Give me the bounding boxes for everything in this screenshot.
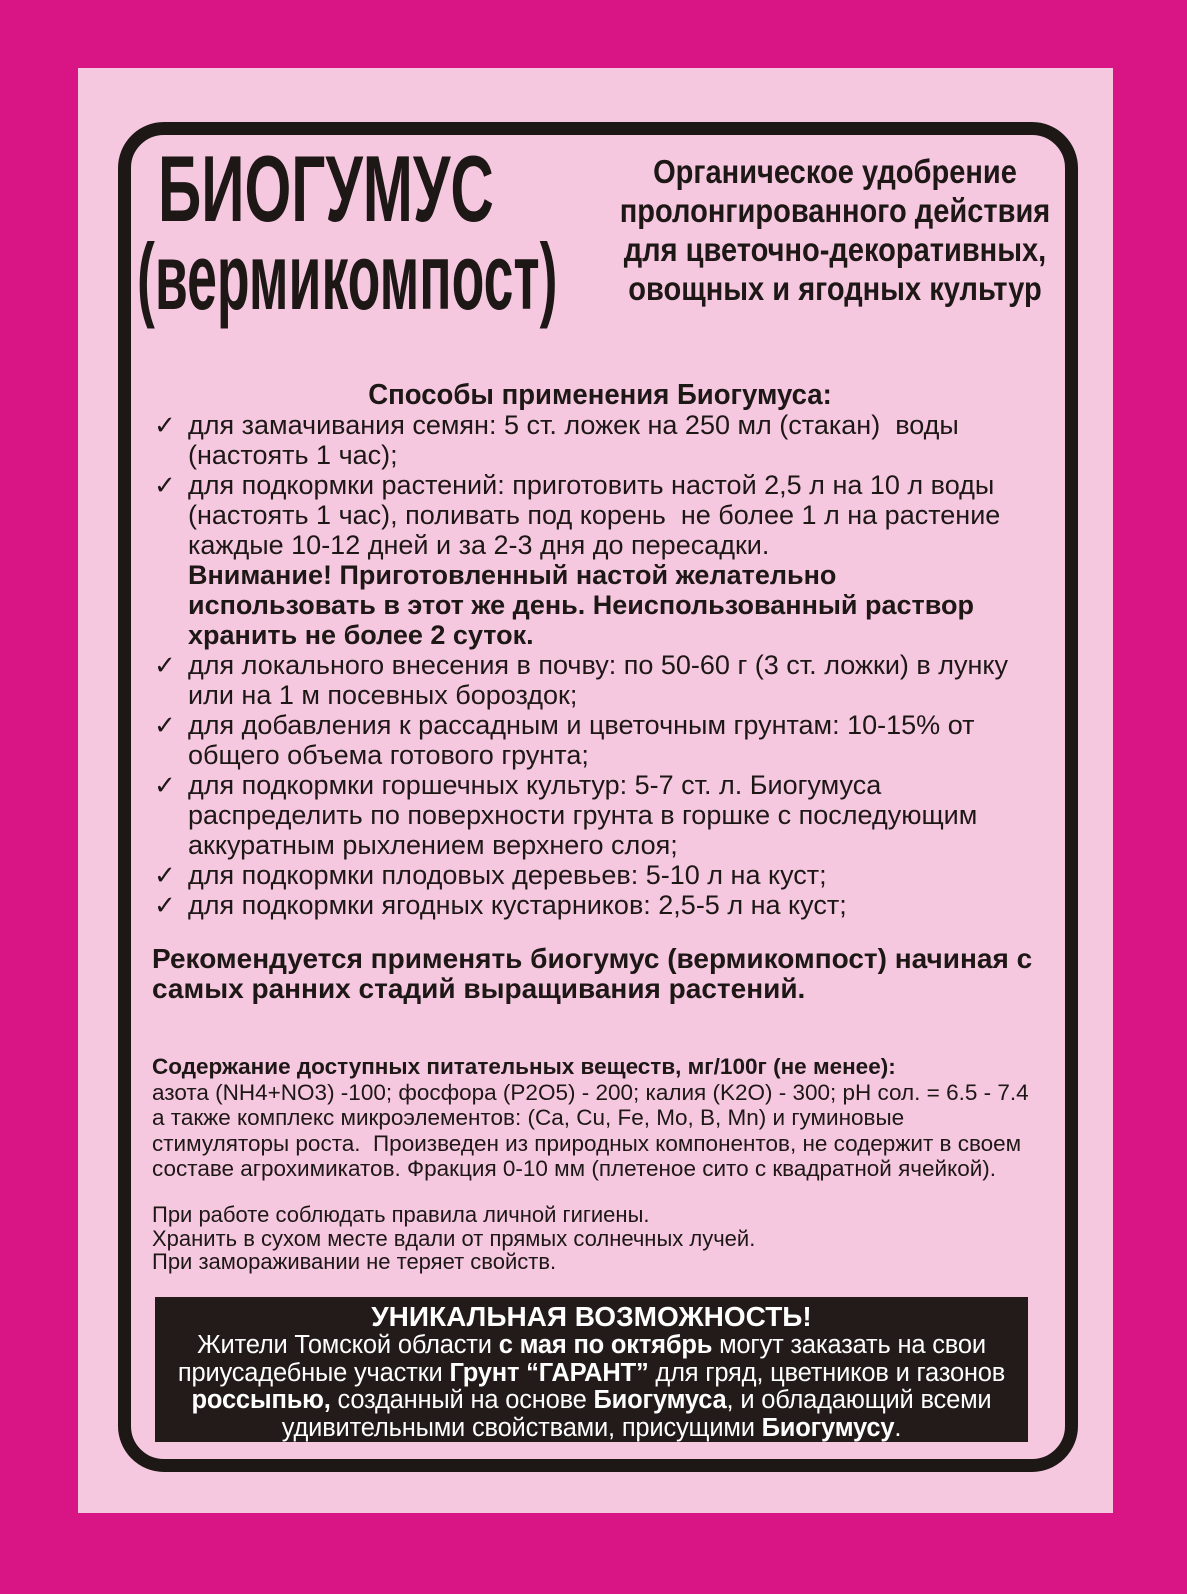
text-line: хранить не более 2 суток.: [188, 620, 534, 650]
promo-banner: [155, 1297, 1028, 1442]
text-line: Рекомендуется применять биогумус (вермикомпост) начиная с: [152, 943, 1033, 974]
label-background: [78, 68, 1113, 1513]
text-line: Внимание! Приготовленный настой желательно: [188, 560, 837, 590]
usage-warning-note: [188, 560, 1062, 650]
text-line: удивительными свойствами, присущими Биогумусу.: [281, 1413, 902, 1442]
text-line: стимуляторы роста. Произведен из природных компонентов, не содержит в своем: [152, 1130, 1022, 1156]
text-line: аккуратным рыхлением верхнего слоя;: [188, 830, 678, 860]
usage-item-berry-bushes: [152, 890, 1062, 920]
text-line: или на 1 м посевных бороздок;: [188, 680, 578, 710]
text-line: россыпью, созданный на основе Биогумуса, и обладающий всеми: [191, 1386, 992, 1414]
usage-item-text: [188, 470, 1062, 560]
text-line: для локального внесения в почву: по 50-60 г (3 ст. ложки) в лунку: [188, 650, 1009, 680]
checkmark-icon: ✓: [154, 410, 176, 440]
usage-item-potted-plants: [152, 770, 1062, 860]
text-line: использовать в этот же день. Неиспользованный раствор: [188, 590, 975, 620]
text-line: для цветочно-декоративных,: [623, 231, 1047, 268]
text-line: (настоять 1 час);: [188, 440, 398, 470]
text-line: Жители Томской области с мая по октябрь могут заказать на свои: [197, 1331, 986, 1359]
usage-item-text: [188, 650, 1062, 710]
text-line: приусадебные участки Грунт “ГАРАНТ” для гряд, цветников и газонов: [177, 1358, 1006, 1387]
text-line: азота (NH4+NO3) -100; фосфора (P2O5) - 200; калия (K2O) - 300; pH сол. = 6.5 - 7.4: [152, 1079, 1029, 1105]
nutrients-text: [152, 1080, 1062, 1182]
checkmark-icon: ✓: [154, 890, 176, 920]
usage-list: [152, 410, 1062, 920]
usage-item-text: [188, 770, 1062, 860]
usage-item-seed-soaking: [152, 410, 1062, 470]
text-line: общего объема готового грунта;: [188, 740, 589, 770]
usage-item-text: [188, 710, 1062, 770]
text-line: При замораживании не теряет свойств.: [152, 1249, 557, 1274]
checkmark-icon: ✓: [154, 770, 176, 800]
text-line: а также комплекс микроэлементов: (Ca, Cu, Fe, Mo, B, Mn) и гуминовые: [152, 1105, 905, 1130]
usage-item-local-soil: [152, 650, 1062, 710]
nutrients-heading: Содержание доступных питательных веществ, мг/100г (не менее):: [152, 1054, 896, 1079]
promo-heading: УНИКАЛЬНАЯ ВОЗМОЖНОСТЬ!: [371, 1301, 812, 1332]
text-line: составе агрохимикатов. Фракция 0-10 мм (плетеное сито с квадратной ячейкой).: [152, 1156, 997, 1181]
usage-item-text: [188, 410, 1062, 470]
promo-text: [155, 1332, 1028, 1442]
usage-item-plant-feeding: [152, 470, 1062, 650]
text-line: для подкормки растений: приготовить настой 2,5 л на 10 л воды: [188, 470, 995, 500]
checkmark-icon: ✓: [154, 710, 176, 740]
usage-item-text: [188, 860, 1062, 890]
usage-section-heading: Способы применения Биогумуса:: [368, 379, 832, 411]
text-line: каждые 10-12 дней и за 2-3 дня до пересадки.: [188, 530, 770, 560]
text-line: для подкормки горшечных культур: 5-7 ст. л. Биогумуса: [188, 770, 882, 800]
text-line: для замачивания семян: 5 ст. ложек на 250 мл (стакан) воды: [188, 410, 959, 440]
text-line: (настоять 1 час), поливать под корень не более 1 л на растение: [188, 500, 1001, 530]
checkmark-icon: ✓: [154, 650, 176, 680]
text-line: Хранить в сухом месте вдали от прямых солнечных лучей.: [152, 1225, 756, 1251]
text-line: распределить по поверхности грунта в горшке с последующим: [188, 800, 978, 830]
text-line: для подкормки плодовых деревьев: 5-10 л на куст;: [188, 860, 827, 890]
usage-item-seedling-mix: [152, 710, 1062, 770]
product-subtitle-name: (вермикомпост): [137, 224, 558, 329]
usage-item-fruit-trees: [152, 860, 1062, 890]
product-title: БИОГУМУС: [158, 136, 494, 241]
text-line: овощных и ягодных культур: [628, 270, 1042, 307]
text-line: самых ранних стадий выращивания растений.: [152, 973, 806, 1004]
text-line: для подкормки ягодных кустарников: 2,5-5 л на куст;: [188, 890, 847, 920]
text-line: При работе соблюдать правила личной гигиены.: [152, 1202, 650, 1227]
checkmark-icon: ✓: [154, 860, 176, 890]
product-description: [589, 152, 1082, 308]
text-line: пролонгированного действия: [619, 192, 1051, 229]
checkmark-icon: ✓: [154, 470, 176, 500]
precautions-section: [152, 1203, 1062, 1274]
recommendation-paragraph: [152, 944, 1062, 1004]
text-line: Органическое удобрение: [653, 153, 1017, 190]
nutrients-section: [152, 1054, 1062, 1182]
text-line: для добавления к рассадным и цветочным грунтам: 10-15% от: [188, 710, 975, 740]
usage-item-text: [188, 890, 1062, 920]
